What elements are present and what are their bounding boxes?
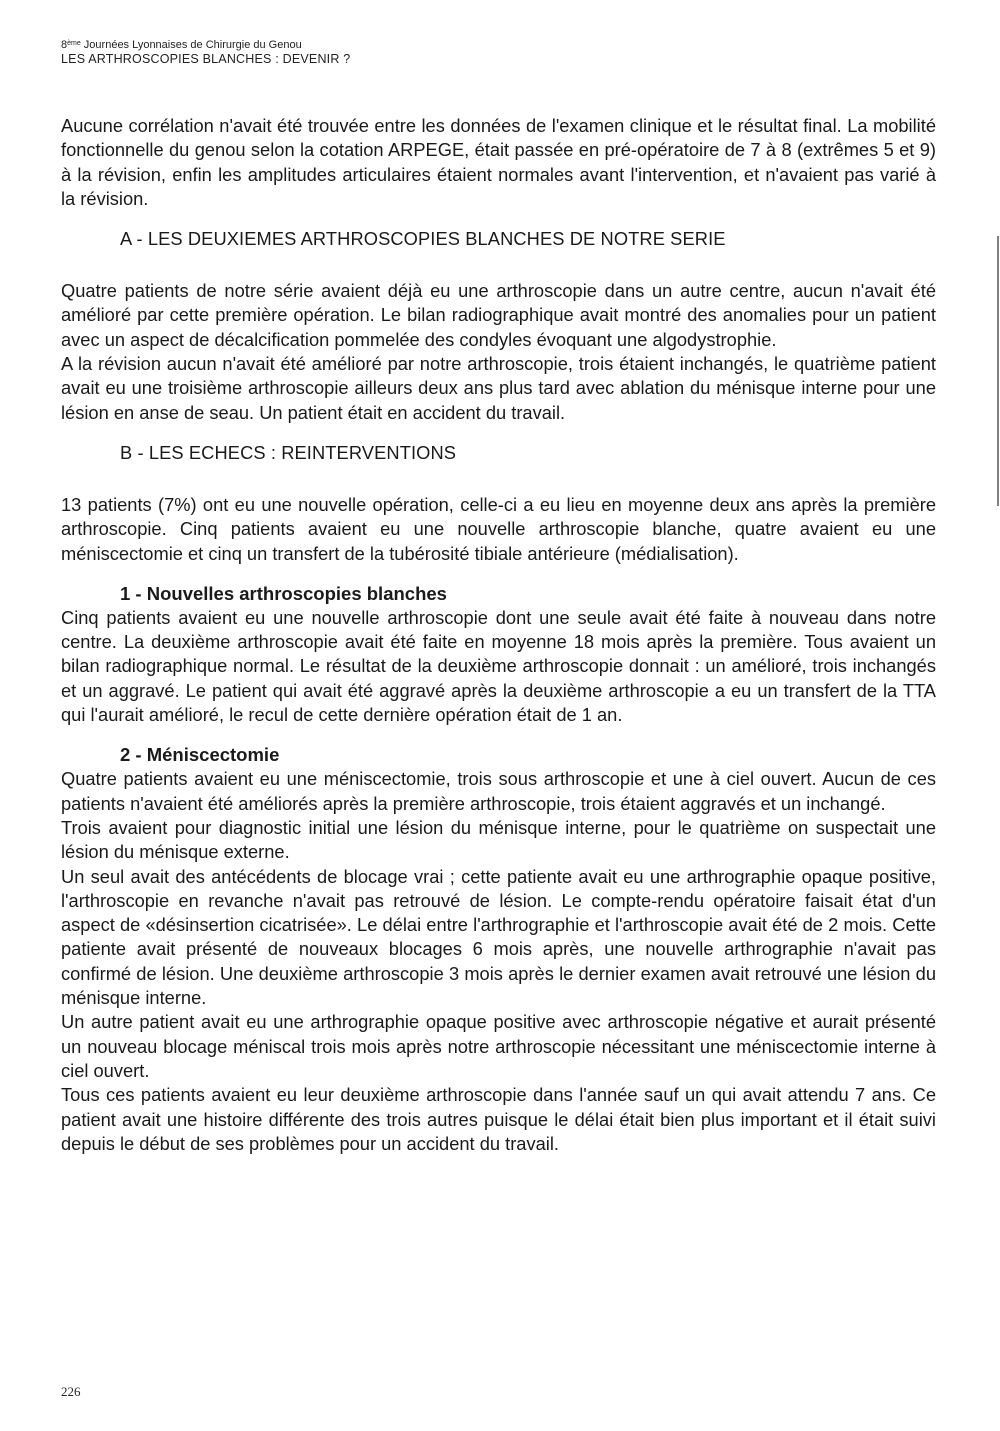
header-article-title: LES ARTHROSCOPIES BLANCHES : DEVENIR ? xyxy=(61,52,351,66)
scan-edge-mark xyxy=(997,236,999,506)
subsection-2-paragraph: Quatre patients avaient eu une méniscectomie, trois sous arthroscopie et une à ciel ouvert. Aucun de ces patients n'avaient été améliorés après la première arthroscopie, trois étaient aggravés et un inchangé. xyxy=(61,768,936,814)
subsection-2-paragraph: Tous ces patients avaient eu leur deuxième arthroscopie dans l'année sauf un qui avait attendu 7 ans. Ce patient avait une histoire différente des trois autres puisque le délai était bien plus important et il était suivi depuis le début de ses problèmes pour un accident du travail. xyxy=(61,1084,936,1154)
subsection-1-paragraph: Cinq patients avaient eu une nouvelle arthroscopie dont une seule avait été faite à nouveau dans notre centre. La deuxième arthroscopie avait été faite en moyenne 18 mois après la première. Tous avaient un bilan radiographique normal. Le résultat de la deuxième arthroscopie donnait : un amélioré, trois inchangés et un aggravé. Le patient qui avait été aggravé après la deuxième arthroscopie a eu un transfert de la TTA qui l'aurait amélioré, le recul de cette dernière opération était de 1 an. xyxy=(61,606,936,726)
subsection-1-heading: 1 - Nouvelles arthroscopies blanches xyxy=(120,582,447,604)
page-number: 226 xyxy=(61,1384,81,1399)
subsection-2-heading: 2 - Méniscectomie xyxy=(120,744,280,766)
intro-paragraph: Aucune corrélation n'avait été trouvée entre les données de l'examen clinique et le résultat final. La mobilité fonctionnelle du genou selon la cotation ARPEGE, était passée en pré-opératoire de 7 à 8 (extrêmes 5 et 9) à la révision, enfin les amplitudes articulaires étaient normales avant l'intervention, et n'avaient pas varié à la révision. xyxy=(61,115,936,209)
section-a-heading: A - LES DEUXIEMES ARTHROSCOPIES BLANCHES DE NOTRE SERIE xyxy=(120,228,726,250)
running-header xyxy=(61,38,350,66)
header-conference-name: Journées Lyonnaises de Chirurgie du Genou xyxy=(80,39,302,51)
section-b-paragraph: 13 patients (7%) ont eu une nouvelle opération, celle-ci a eu lieu en moyenne deux ans après la première arthroscopie. Cinq patients avaient eu une nouvelle arthroscopie blanche, quatre avaient eu une méniscectomie et cinq un transfert de la tubérosité tibiale antérieure (médialisation). xyxy=(61,493,936,564)
header-ordinal-suffix: ème xyxy=(67,40,81,47)
header-ordinal: 8 xyxy=(61,39,68,51)
section-a-paragraph: A la révision aucun n'avait été amélioré par notre arthroscopie, trois étaient inchangés, le quatrième patient avait eu une troisième arthroscopie ailleurs deux ans plus tard avec ablation du ménisque interne pour une lésion en anse de seau. Un patient était en accident du travail. xyxy=(61,353,936,423)
article-body xyxy=(61,114,936,1156)
header-conference-line xyxy=(61,38,350,52)
subsection-2-paragraph: Un seul avait des antécédents de blocage vrai ; cette patiente avait eu une arthrographie opaque positive, l'arthroscopie en revanche n'avait pas retrouvé de lésion. Le compte-rendu opératoire faisait état d'un aspect de «désinsertion cicatrisée». Le délai entre l'arthrographie et l'arthroscopie avait été de 2 mois. Cette patiente avait présenté de nouveaux blocages 6 mois après, une nouvelle arthrographie n'avait pas confirmé de lésion. Une deuxième arthroscopie 3 mois après le dernier examen avait retrouvé une lésion du ménisque interne. xyxy=(61,865,936,1009)
section-a-paragraph: Quatre patients de notre série avaient déjà eu une arthroscopie dans un autre centre, aucun n'avait été amélioré par cette première opération. Le bilan radiographique avait montré des anomalies pour un patient avec un aspect de décalcification pommelée des condyles évoquant une algodystrophie. xyxy=(61,280,936,350)
subsection-2-paragraph: Trois avaient pour diagnostic initial une lésion du ménisque interne, pour le quatrième on suspectait une lésion du ménisque externe. xyxy=(61,816,936,863)
section-b-heading: B - LES ECHECS : REINTERVENTIONS xyxy=(120,441,457,463)
subsection-2-paragraph: Un autre patient avait eu une arthrographie opaque positive avec arthroscopie négative et aurait présenté un nouveau blocage méniscal trois mois après notre arthroscopie nécessitant une méniscectomie interne à ciel ouvert. xyxy=(61,1011,936,1081)
